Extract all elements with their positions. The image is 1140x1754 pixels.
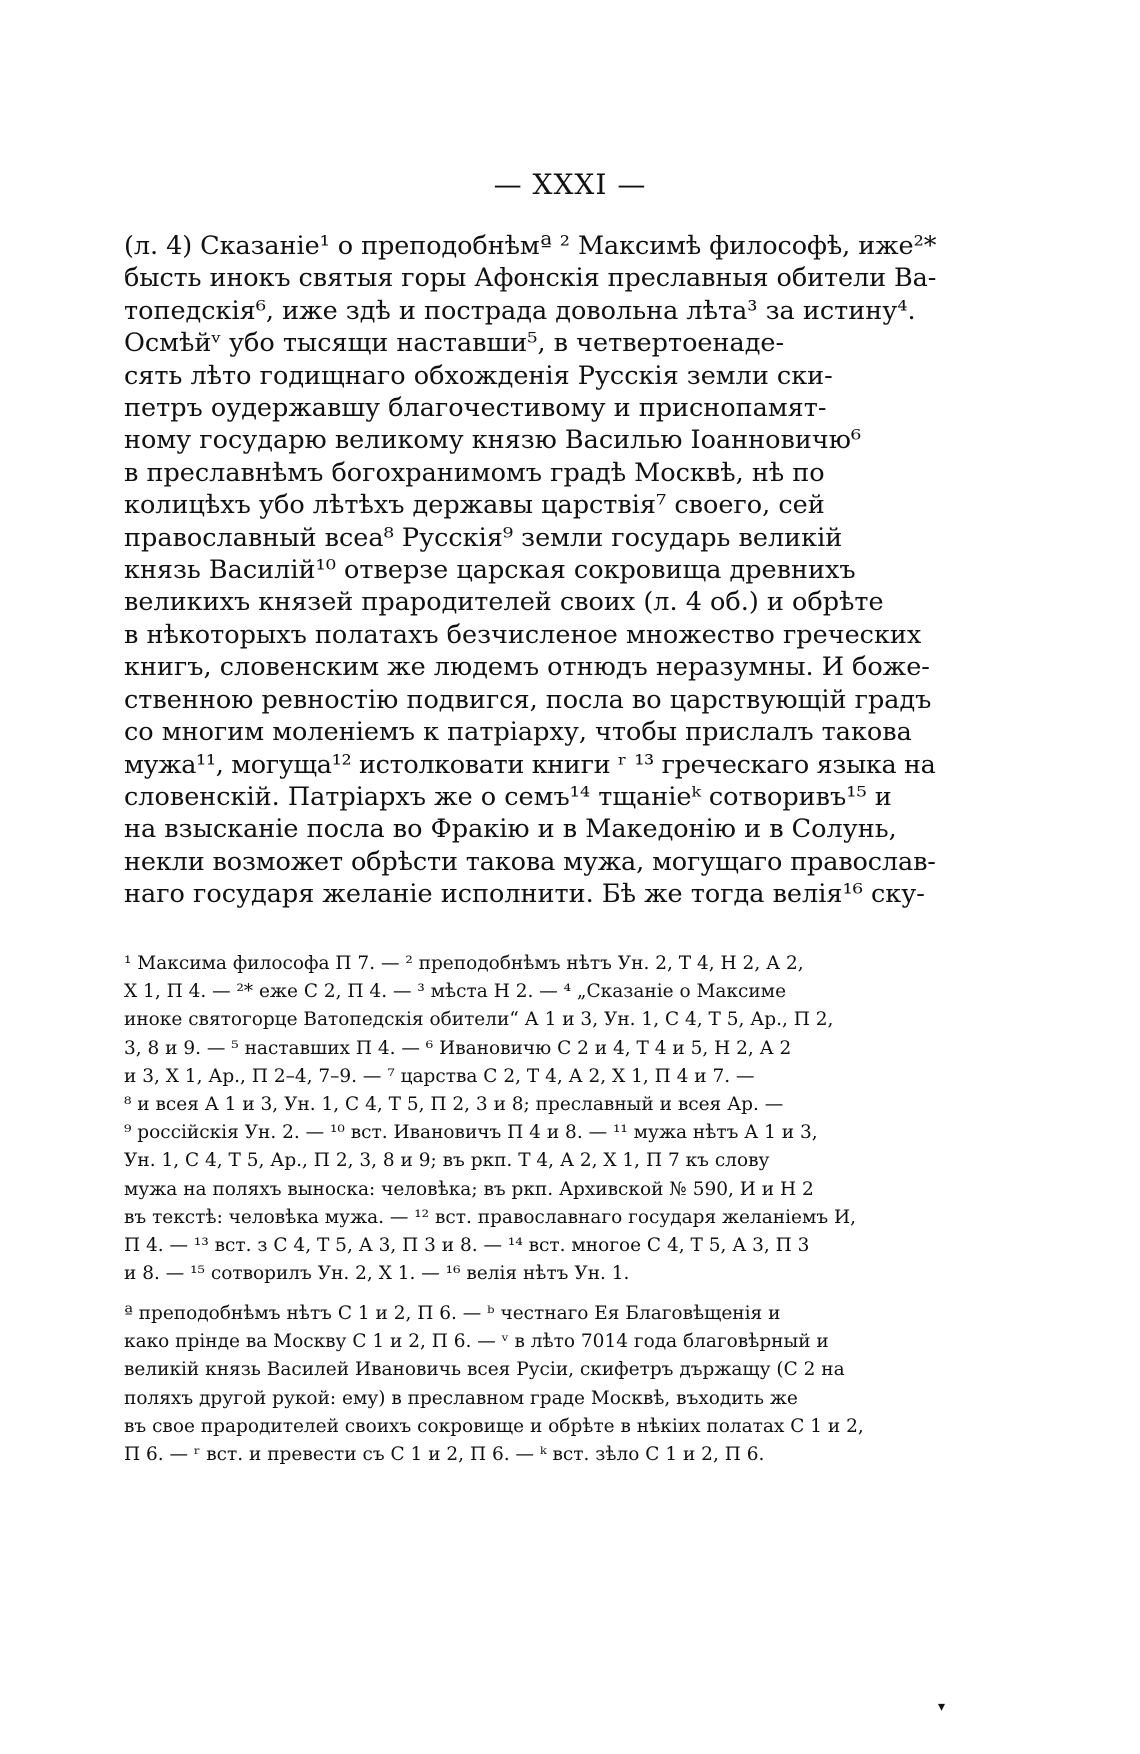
text-line: словенскій. Патріархъ же о семъ¹⁴ тщаніеᵏ сотворивъ¹⁵ и [124,781,892,812]
text-line: ственною ревностію подвигся, посла во царствующій градъ [124,684,932,715]
text-line: князь Василій¹⁰ отверзе царская сокровища древнихъ [124,555,856,586]
text-line: великихъ князей прародителей своих (л. 4 об.) и обрѣте [124,587,884,618]
text-line: Осмѣйᵛ убо тысящи наставши⁵, в четвертоенаде- [124,328,785,359]
footnote-line: иноке святогорце Ватопедскія обители“ А 1 и 3, Ун. 1, С 4, Т 5, Ар., П 2, [124,1009,834,1031]
text-line: в нѣкоторыхъ полатахъ безчисленое множество греческих [124,619,922,650]
main-text [124,230,936,911]
text-line: в преславнѣмъ богохранимомъ градѣ Москвѣ, нѣ по [124,457,825,488]
footnote-line: Х 1, П 4. — ²* еже С 2, П 4. — ³ мѣста Н 2. — ⁴ „Сказаніе о Максиме [124,981,787,1003]
footnote-line: и 8. — ¹⁵ сотворилъ Ун. 2, Х 1. — ¹⁶ велія нѣтъ Ун. 1. [124,1263,630,1285]
text-line: книгъ, словенским же людемъ отнюдъ неразумны. И боже- [124,652,930,683]
text-line: наго государя желаніе исполнити. Бѣ же тогда велія¹⁶ ску- [124,879,925,910]
text-line: (л. 4) Сказаніе¹ о преподобнѣмª ² Максимѣ философѣ, иже²* [124,231,936,261]
text-line: на взысканіе посла во Фракію и в Македонію и в Солунь, [124,814,897,845]
footnote-line: ⁸ и всея А 1 и 3, Ун. 1, С 4, Т 5, П 2, 3 и 8; преславный и всея Ар. — [124,1094,784,1116]
text-line: со многим моленіемъ к патріарху, чтобы прислалъ такова [124,717,912,748]
text-line: мужа¹¹, могуща¹² истолковати книги ʳ ¹³ греческаго языка на [124,749,936,780]
footnote-line: ⁹ россійскія Ун. 2. — ¹⁰ вст. Ивановичъ П 4 и 8. — ¹¹ мужа нѣтъ А 1 и 3, [124,1122,818,1144]
footnote-line: Ун. 1, С 4, Т 5, Ар., П 2, 3, 8 и 9; въ ркп. Т 4, А 2, Х 1, П 7 къ слову [124,1150,770,1172]
footnote-line: ¹ Максима философа П 7. — ² преподобнѣмъ нѣтъ Ун. 2, Т 4, Н 2, А 2, [124,953,804,974]
footnote-line: ª преподобнѣмъ нѣтъ С 1 и 2, П 6. — ᵇ честнаго Ея Благовѣщенія и [124,1303,781,1324]
footnotes-numbered [124,950,936,1288]
footnote-line: П 4. — ¹³ вст. з С 4, Т 5, А 3, П 3 и 8. — ¹⁴ вст. многое С 4, Т 5, А 3, П 3 [124,1235,810,1257]
footnote-line: мужа на поляхъ выноска: человѣка; въ ркп. Архивской № 590, И и Н 2 [124,1178,814,1200]
text-line: православный всеа⁸ Русскія⁹ земли государь великій [124,522,843,553]
text-line: петръ оудержавшу благочестивому и приснопамят- [124,393,827,424]
footnote-line: П 6. — ʳ вст. и превести съ С 1 и 2, П 6. — ᵏ вст. зѣло С 1 и 2, П 6. [124,1444,765,1466]
print-speck-mark: ▾ [938,1699,946,1715]
footnote-line: великій князь Василей Ивановичь всея Русіи, скифетръ държащу (С 2 на [124,1359,845,1381]
footnote-line: 3, 8 и 9. — ⁵ наставших П 4. — ⁶ Ивановичю С 2 и 4, Т 4 и 5, Н 2, А 2 [124,1037,792,1059]
text-line: бысть инокъ святыя горы Афонскія преславныя обители Ва- [124,263,936,294]
text-line: топедскія⁶, иже здѣ и пострада довольна лѣта³ за истину⁴. [124,295,916,326]
footnote-line: поляхъ другой рукой: ему) в преславном граде Москвѣ, въходить же [124,1387,798,1409]
footnote-line: како прінде ва Москву С 1 и 2, П 6. — ᵛ в лѣто 7014 года благовѣрный и [124,1331,829,1353]
text-line: сять лѣто годищнаго обхожденія Русскія земли ски- [124,360,833,391]
footnote-line: въ свое прародителей своихъ сокровище и обрѣте в нѣкіих полатах С 1 и 2, [124,1415,864,1437]
page-number: — XXXI — [493,168,647,201]
footnotes-lettered [124,1300,936,1469]
text-line: некли возможет обрѣсти такова мужа, могущаго православ- [124,846,936,877]
footnote-line: и 3, Х 1, Ар., П 2–4, 7–9. — ⁷ царства С 2, Т 4, А 2, Х 1, П 4 и 7. — [124,1065,755,1087]
text-line: ному государю великому князю Василью Іоанновичю⁶ [124,425,862,456]
text-line: колицѣхъ убо лѣтѣхъ державы царствія⁷ своего, сей [124,490,825,521]
footnote-line: въ текстѣ: человѣка мужа. — ¹² вст. православнаго государя желаніемъ И, [124,1206,857,1228]
